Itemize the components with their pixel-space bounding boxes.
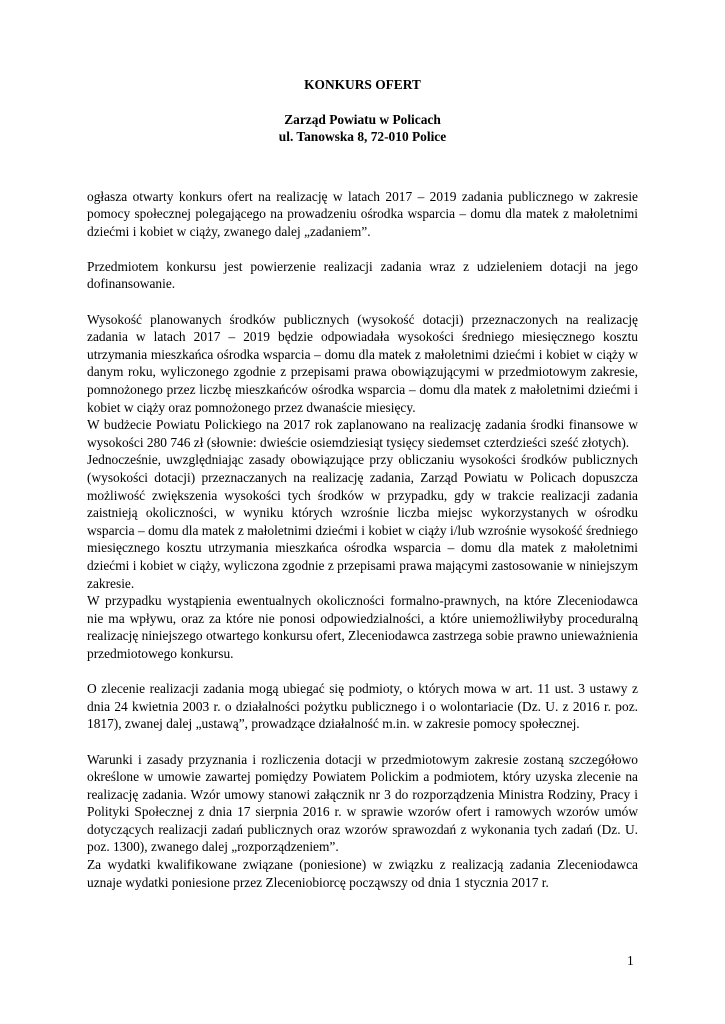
organization-address: ul. Tanowska 8, 72-010 Police xyxy=(278,129,447,144)
document-title: KONKURS OFERT xyxy=(304,77,421,92)
organization-name: Zarząd Powiatu w Policach xyxy=(284,111,441,127)
paragraph-subject: Przedmiotem konkursu jest powierzenie realizacji zadania wraz z udzieleniem dotacji na jego dofinansowanie. xyxy=(87,258,638,292)
paragraph-announcement: ogłasza otwarty konkurs ofert na realizację w latach 2017 – 2019 zadania publicznego w zakresie pomocy społecznej polegającego na prowadzeniu ośrodka wsparcia – domu dla matek z małoletnimi dziećmi i kobiet w ciąży, zwanego dalej „zadaniem”. xyxy=(87,188,638,239)
page-number: 1 xyxy=(627,953,634,968)
document-body xyxy=(87,188,638,892)
document-header xyxy=(87,76,638,146)
paragraph-eligible-entities: O zlecenie realizacji zadania mogą ubiegać się podmioty, o których mowa w art. 11 ust. 3 ustawy z dnia 24 kwietnia 2003 r. o działalności pożytku publicznego i o wolontariacie (Dz. U. z 2016 r. poz. 1817), zwanej dalej „ustawą”, prowadzące działalność m.in. w zakresie pomocy społecznej. xyxy=(87,681,638,732)
paragraph-grant-conditions: Warunki i zasady przyznania i rozliczenia dotacji w przedmiotowym zakresie zostaną szczegółowo określone w umowie zawartej pomiędzy Powiatem Polickim a podmiotem, który uzyska zlecenie na realizację zadania. Wzór umowy stanowi załącznik nr 3 do rozporządzenia Ministra Rodziny, Pracy i Polityki Społecznej z dnia 17 sierpnia 2016 r. w sprawie wzorów ofert i ramowych wzorów umów dotyczących realizacji zadań publicznych oraz wzorów sprawozdań z wykonania tych zadań (Dz. U. poz. 1300), zwanego dalej „rozporządzeniem”. xyxy=(87,751,638,855)
paragraph-annulment: W przypadku wystąpienia ewentualnych okoliczności formalno-prawnych, na które Zleceniodawca nie ma wpływu, oraz za które nie ponosi odpowiedzialności, a które uniemożliwiłyby proceduralną realizację niniejszego otwartego konkursu ofert, Zleceniodawca zastrzega sobie prawno unieważnienia przedmiotowego konkursu. xyxy=(87,593,638,661)
paragraph-eligible-expenses: Za wydatki kwalifikowane związane (poniesione) w związku z realizacją zadania Zleceniodawca uznaje wydatki poniesione przez Zleceniobiorcę począwszy od dnia 1 stycznia 2017 r. xyxy=(87,857,638,890)
paragraph-funding-increase: Jednocześnie, uwzględniając zasady obowiązujące przy obliczaniu wysokości środków publicznych (wysokości dotacji) przeznaczanych na realizację zadania, Zarząd Powiatu w Policach dopuszcza możliwość zwiększenia wysokości tych środków w przypadku, gdy w trakcie realizacji zadania zaistnieją okoliczności, w wyniku których wzrośnie liczba miejsc wykorzystanych w ośrodku wsparcia – domu dla matek z małoletnimi dziećmi i kobiet w ciąży i/lub wzrośnie wysokość średniego miesięcznego kosztu utrzymania mieszkańca ośrodka wsparcia – domu dla matek z małoletnimi dziećmi i kobiet w ciąży, wyliczona zgodnie z przepisami prawa mającymi zastosowanie w niniejszym zakresie. xyxy=(87,452,638,591)
paragraph-budget: W budżecie Powiatu Polickiego na 2017 rok zaplanowano na realizację zadania środki finansowe w wysokości 280 746 zł (słownie: dwieście osiemdziesiąt tysięcy siedemset czterdzieści sześć złotych). xyxy=(87,417,638,450)
paragraph-funding-amount: Wysokość planowanych środków publicznych (wysokość dotacji) przeznaczonych na realizację zadania w latach 2017 – 2019 będzie odpowiadała wysokości średniego miesięcznego kosztu utrzymania mieszkańca ośrodka wsparcia – domu dla matek z małoletnimi dziećmi i kobiet w ciąży w danym roku, wyliczonego zgodnie z przepisami prawa obowiązującymi w przedmiotowym zakresie, pomnożonego przez liczbę mieszkańców ośrodka wsparcia – domu dla matek z małoletnimi dziećmi i kobiet w ciąży oraz pomnożonego przez dwanaście miesięcy. xyxy=(87,311,638,415)
document-page xyxy=(87,76,638,891)
